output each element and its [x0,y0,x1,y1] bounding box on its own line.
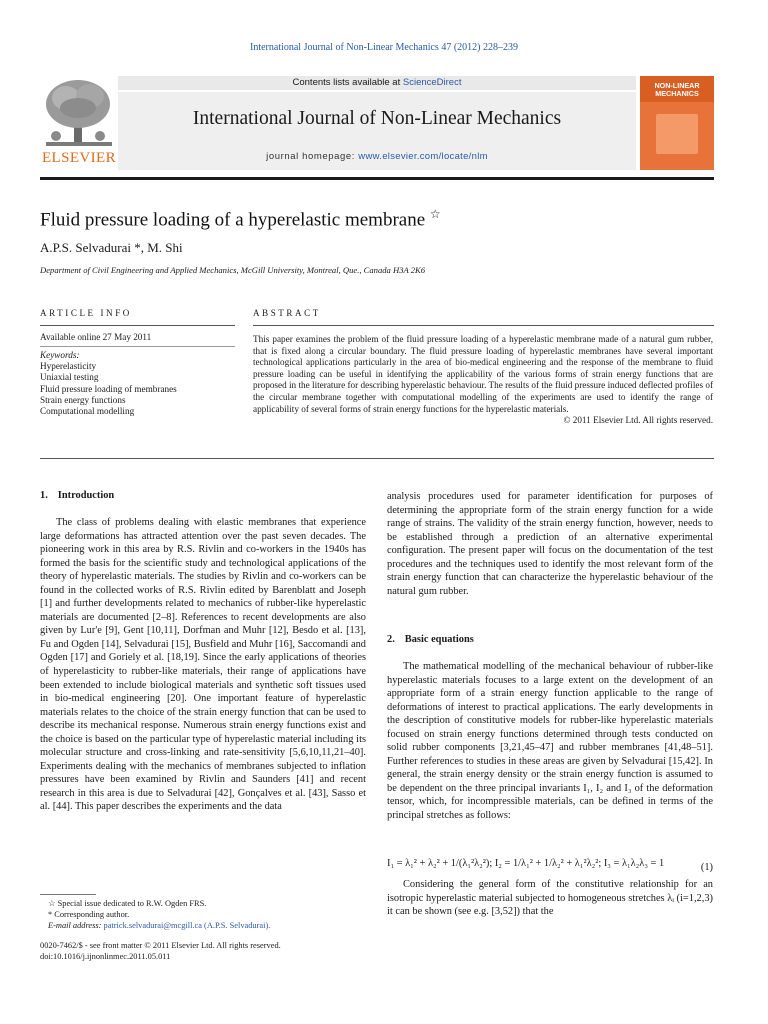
abstract-body [253,334,713,427]
introduction-continued [387,490,713,598]
keyword-item: Strain energy functions [40,394,126,405]
keywords-block [40,350,235,417]
equation-number: (1) [700,862,713,873]
footnote-corresponding: * Corresponding author. [48,910,130,919]
paragraph: The class of problems dealing with elastic membranes that experience large deformations has attracted attention over the past seven decades. The pioneering work in this area by R.S. Rivlin and co-workers in the 1940s has formed the basis for the scientific study and technological applications of the theory of hyperelastic materials. The studies by Rivlin and co-workers can be found in the collected works of R.S. Rivlin edited by Barenblatt and Joseph [1] and further developments related to mechanics of rubber-like hyperelastic materials are documented [2–8]. References to recent developments are also given by Lur'e [9], Gent [10,11], Dorfman and Muhr [12], Besdo et al. [13], Fu and Ogden [14], Selvadurai [15], Busfield and Muhr [16], Saccomandi and Ogden [17] and Goriely et al. [18,19]. Since the early applications of theories of hyperelasticity to rubber-like materials, their range of applications have been extended to include biological materials and synthetic soft tissues used in bio-medical engineering [20]. One important feature of hyperelastic materials relates to the choice of the strain energy function that can be used to describe its mechanical response. Numerous strain energy functions exist and the choice is based on the particular type of hyperelastic material including its molecular structure and cross-linking and rate-sensitivity [5,6,10,11,21–40]. Experiments dealing with the mechanics of membranes subjected to inflation pressures have been examined by Rivlin and Saunders [41] and recent research in this area is due to Selvadurai [42], Gonçalves et al. [43], Sasso et al. [44]. This paper describes the experiments and the data [40,517,366,813]
publication-info [40,940,366,962]
abstract-copyright: © 2011 Elsevier Ltd. All rights reserved. [563,415,713,426]
article-authors: A.P.S. Selvadurai *, M. Shi [40,240,183,255]
front-matter-rule [40,458,714,459]
homepage-label: journal homepage: [266,151,359,162]
footnotes [48,898,366,931]
keyword-item: Computational modelling [40,406,135,417]
section-number: 2. [387,634,395,645]
section-title: Basic equations [404,634,474,645]
basic-equations-text-2 [387,878,713,919]
paragraph: Considering the general form of the constitutive relationship for an isotropic hyperelastic material subjected to homogeneous stretches λᵢ (i=1,2,3) it can be shown (see e.g. [3,52]) that the [387,879,713,918]
equation-body: I₁ = λ₁² + λ₂² + 1/(λ₁²λ₂²); I₂ = 1/λ₁² + 1/λ₂² + λ₁²λ₂²; I₃ = λ₁λ₂λ₃ = 1 [387,858,665,869]
introduction-text [40,516,366,814]
cover-title: NON-LINEAR MECHANICS [654,81,700,98]
keywords-label: Keywords: [40,350,80,360]
cover-image [656,114,698,154]
basic-equations-text [387,660,713,823]
doi-line[interactable]: doi:10.1016/j.ijnonlinmec.2011.05.011 [40,952,171,961]
title-footnote-mark[interactable]: ☆ [429,207,441,221]
article-info-rule [40,325,235,326]
issn-line: 0020-7462/$ - see front matter © 2011 Elsevier Ltd. All rights reserved. [40,941,281,950]
journal-cover-thumbnail[interactable] [640,76,714,170]
keyword-item: Uniaxial testing [40,372,99,383]
journal-citation[interactable]: International Journal of Non-Linear Mechanics 47 (2012) 228–239 [250,42,518,53]
footnote-dedication: ☆ Special issue dedicated to R.W. Ogden FRS. [48,899,207,908]
paragraph: The mathematical modelling of the mechanical behaviour of rubber-like hyperelastic materials focuses to a large extent on the development of an appropriate form of a strain energy function applicable to the range of deformations of interest to practical applications. The early developments in the description of constitutive models for rubber-like hyperelastic materials focused on strain energy functions determined through tests conducted on solid rubber components [3,21,45–47] and rubber membranes [41,48–51]. Further references to studies in these areas are given by Selvadurai [15,42]. In general, the strain energy density or the strain energy function is assumed to be dependent on the three principal invariants I₁, I₂ and I₃ of the deformation tensor, which, for incompressible materials, can be defined in terms of the principal stretches as follows: [387,661,713,822]
section-title: Introduction [57,490,115,501]
article-title-text: Fluid pressure loading of a hyperelastic membrane [40,209,426,231]
contents-available-bar [118,76,636,90]
contents-prefix: Contents lists available at [292,77,403,88]
journal-homepage [118,151,636,162]
email-link[interactable]: patrick.selvadurai@mcgill.ca (A.P.S. Selvadurai). [103,921,271,930]
sciencedirect-link[interactable]: ScienceDirect [402,77,462,88]
homepage-link[interactable]: www.elsevier.com/locate/nlm [358,151,488,162]
email-label: E-mail address: [48,921,104,930]
available-online: Available online 27 May 2011 [40,332,152,342]
abstract-text: This paper examines the problem of the fluid pressure loading of a hyperelastic membrane made of a natural gum rubber, that is fixed along a circular boundary. The fluid pressure loading of hyperelastic membranes have several important technological applications particularly in the area of bio-medical engineering and the response of the membrane to fluid pressure loading can be useful in identifying the applicability of the various forms of strain energy functions that are proposed in the literature for describing hyperelastic behaviour. The results of the fluid pressure induced deflected profiles of the circular membrane together with computational modelling of the experiments are used to identify the range of applicability of several forms of strain energy functions for the hyperelastic materials. [253,334,713,414]
section-heading-introduction [40,490,124,501]
article-title [40,207,441,231]
keyword-item: Fluid pressure loading of membranes [40,383,177,394]
abstract-rule [253,325,714,326]
paragraph: analysis procedures used for parameter identification for purposes of determining the appropriate form of the strain energy function for a wide range of strains. The validity of the strain energy function, however, needs to be established through a prediction of an alternative experimental configuration. The present paper will focus on the documentation of the test procedures and the techniques used to identify the most relevant form of the strain energy function that can characterize the hyperelastic behaviour of the natural gum rubber. [387,491,713,597]
header-divider [40,177,714,180]
footnote-email [48,920,366,931]
footnote-rule [40,894,96,895]
publisher-name: ELSEVIER [41,150,117,166]
abstract-heading: ABSTRACT [253,308,321,318]
section-number: 1. [40,490,48,501]
author-affiliation: Department of Civil Engineering and Applied Mechanics, McGill University, Montreal, Que., Canada H3A 2K6 [40,265,426,275]
keyword-item: Hyperelasticity [40,361,97,372]
journal-title: International Journal of Non-Linear Mechanics [192,108,562,129]
section-heading-basic-equations [387,634,484,645]
equation-1 [387,858,713,873]
keywords-rule [40,346,235,347]
article-info-heading: ARTICLE INFO [40,308,132,318]
